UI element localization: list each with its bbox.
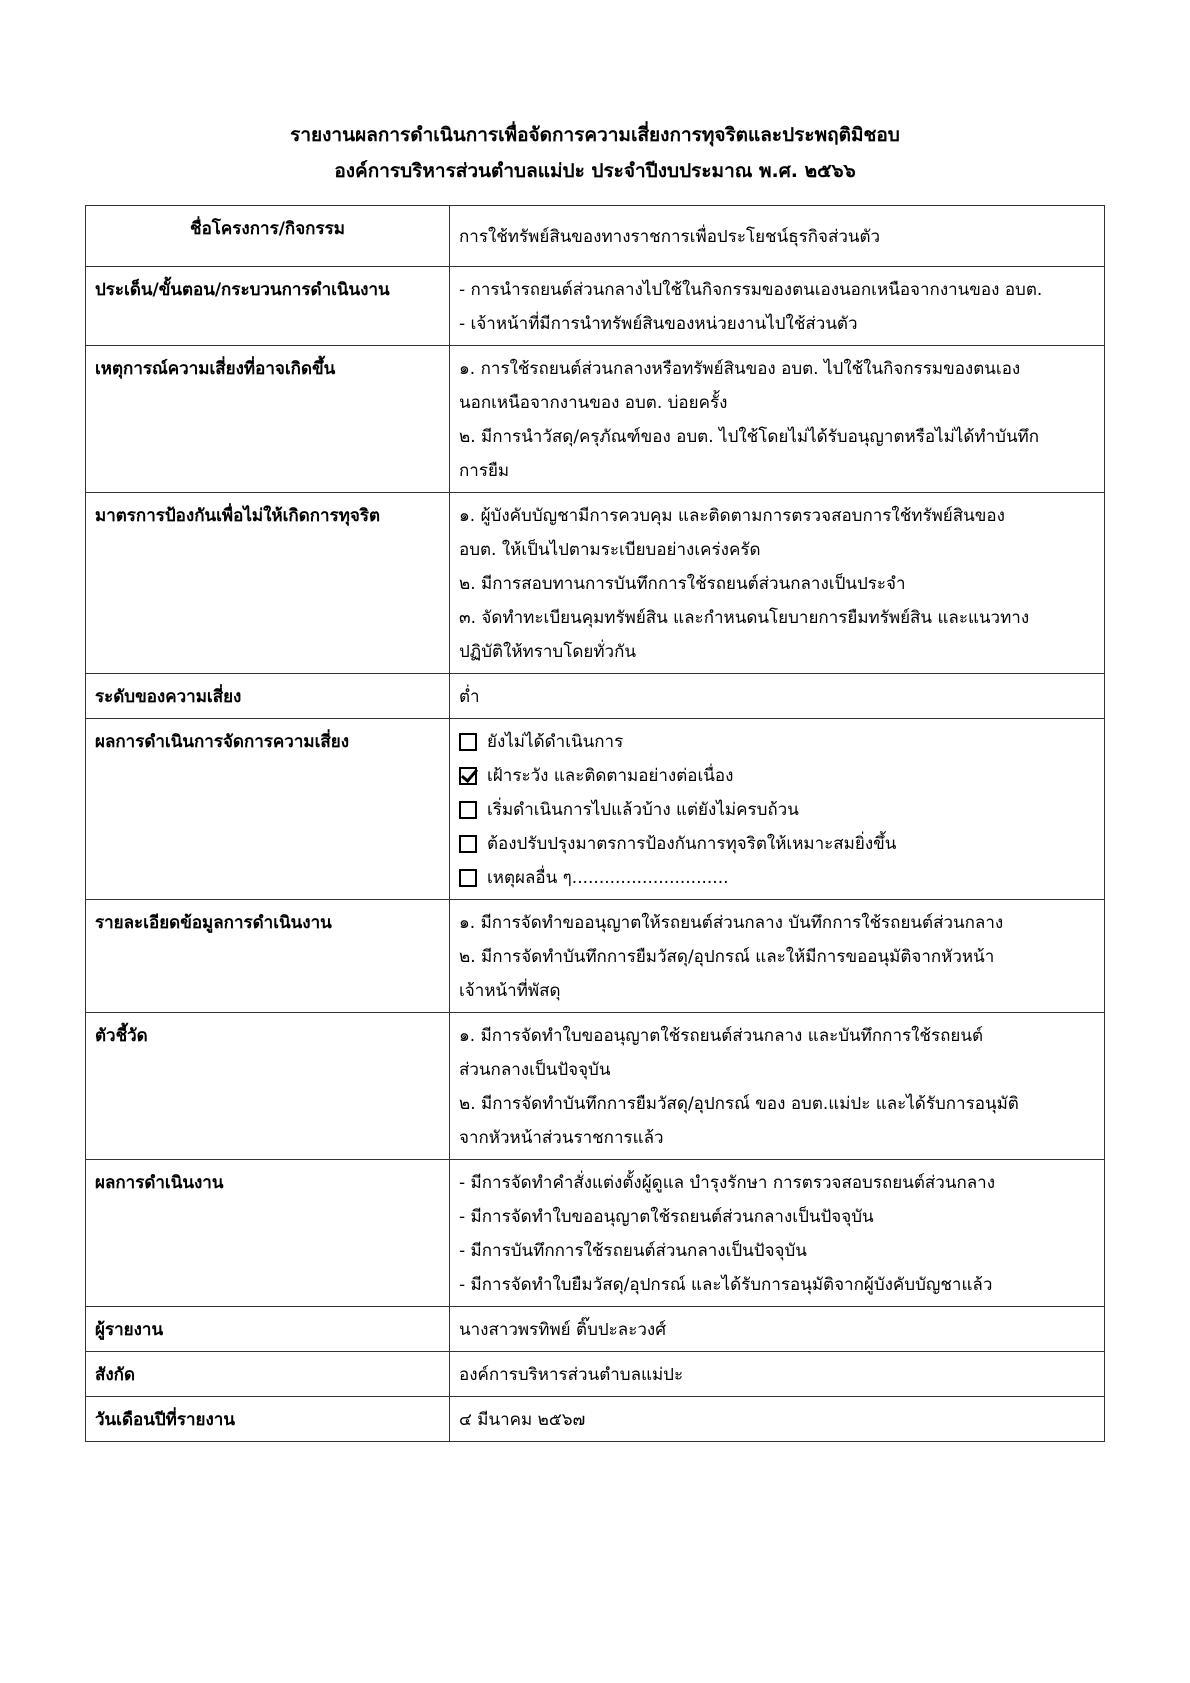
report-title-line-2: องค์การบริหารส่วนตำบลแม่ปะ ประจำปีงบประมาณ พ.ศ. ๒๕๖๖	[334, 160, 856, 182]
risk-events-label: เหตุการณ์ความเสี่ยงที่อาจเกิดขึ้น	[86, 346, 450, 493]
table-row-project	[86, 206, 1105, 267]
report-date-value: ๔ มีนาคม ๒๕๖๗	[450, 1397, 1105, 1442]
indicators-line: จากหัวหน้าส่วนราชการแล้ว	[459, 1128, 664, 1148]
operation-details-value	[450, 900, 1105, 1013]
risk-report-table	[85, 205, 1105, 1442]
checkbox-option-partially-done[interactable]	[459, 793, 1095, 827]
operation-details-line: ๑. มีการจัดทำขออนุญาตให้รถยนต์ส่วนกลาง บันทึกการใช้รถยนต์ส่วนกลาง	[459, 913, 1004, 933]
checkbox-option-other[interactable]	[459, 861, 1095, 895]
preventive-measures-line: ๑. ผู้บังคับบัญชามีการควบคุม และติดตามการตรวจสอบการใช้ทรัพย์สินของ	[459, 506, 1005, 526]
reporter-label: ผู้รายงาน	[86, 1307, 450, 1352]
table-row-risk-events	[86, 346, 1105, 493]
risk-events-value	[450, 346, 1105, 493]
risk-events-line: การยืม	[459, 461, 510, 481]
checkbox-icon[interactable]	[459, 869, 477, 887]
table-row-risk-management-result	[86, 719, 1105, 900]
table-row-affiliation	[86, 1352, 1105, 1397]
risk-events-line: ๒. มีการนำวัสดุ/ครุภัณฑ์ของ อบต. ไปใช้โดยไม่ได้รับอนุญาตหรือไม่ได้ทำบันทึก	[459, 427, 1040, 447]
results-label: ผลการดำเนินงาน	[86, 1160, 450, 1307]
table-row-preventive-measures	[86, 493, 1105, 674]
process-line: - เจ้าหน้าที่มีการนำทรัพย์สินของหน่วยงานไปใช้ส่วนตัว	[459, 314, 858, 334]
operation-details-line: เจ้าหน้าที่พัสดุ	[459, 981, 561, 1001]
checkbox-option-label: ต้องปรับปรุงมาตรการป้องกันการทุจริตให้เหมาะสมยิ่งขึ้น	[487, 834, 897, 854]
risk-management-result-label: ผลการดำเนินการจัดการความเสี่ยง	[86, 719, 450, 900]
indicators-label: ตัวชี้วัด	[86, 1013, 450, 1160]
results-line: - มีการบันทึกการใช้รถยนต์ส่วนกลางเป็นปัจจุบัน	[459, 1241, 807, 1261]
preventive-measures-line: อบต. ให้เป็นไปตามระเบียบอย่างเคร่งครัด	[459, 540, 761, 560]
preventive-measures-line: ๓. จัดทำทะเบียนคุมทรัพย์สิน และกำหนดนโยบายการยืมทรัพย์สิน และแนวทาง	[459, 608, 1030, 628]
process-line: - การนำรถยนต์ส่วนกลางไปใช้ในกิจกรรมของตนเองนอกเหนือจากงานของ อบต.	[459, 280, 1043, 300]
checkbox-icon[interactable]	[459, 733, 477, 751]
risk-management-result-options	[450, 719, 1105, 900]
risk-events-line: นอกเหนือจากงานของ อบต. บ่อยครั้ง	[459, 393, 728, 413]
report-title-line-1: รายงานผลการดำเนินการเพื่อจัดการความเสี่ยงการทุจริตและประพฤติมิชอบ	[290, 124, 900, 146]
checkbox-option-label: เหตุผลอื่น ๆ.............................	[487, 868, 729, 888]
checkbox-option-monitoring[interactable]	[459, 759, 1095, 793]
indicators-line: ๑. มีการจัดทำใบขออนุญาตใช้รถยนต์ส่วนกลาง และบันทึกการใช้รถยนต์	[459, 1026, 984, 1046]
checkbox-option-needs-improvement[interactable]	[459, 827, 1095, 861]
risk-events-line: ๑. การใช้รถยนต์ส่วนกลางหรือทรัพย์สินของ อบต. ไปใช้ในกิจกรรมของตนเอง	[459, 359, 1021, 379]
table-row-reporter	[86, 1307, 1105, 1352]
indicators-line: ๒. มีการจัดทำบันทึกการยืมวัสดุ/อุปกรณ์ ของ อบต.แม่ปะ และได้รับการอนุมัติ	[459, 1094, 1019, 1114]
indicators-line: ส่วนกลางเป็นปัจจุบัน	[459, 1060, 611, 1080]
process-value	[450, 267, 1105, 346]
process-label: ประเด็น/ขั้นตอน/กระบวนการดำเนินงาน	[86, 267, 450, 346]
report-date-label: วันเดือนปีที่รายงาน	[86, 1397, 450, 1442]
table-row-risk-level	[86, 674, 1105, 719]
checkbox-option-label: เฝ้าระวัง และติดตามอย่างต่อเนื่อง	[487, 766, 734, 786]
reporter-value: นางสาวพรทิพย์ ติ๊บปะละวงศ์	[450, 1307, 1105, 1352]
results-value	[450, 1160, 1105, 1307]
checkbox-option-label: เริ่มดำเนินการไปแล้วบ้าง แต่ยังไม่ครบถ้วน	[487, 800, 799, 820]
checked-checkbox-icon[interactable]	[459, 767, 477, 785]
checkbox-option-label: ยังไม่ได้ดำเนินการ	[487, 732, 624, 752]
table-row-indicators	[86, 1013, 1105, 1160]
results-line: - มีการจัดทำคำสั่งแต่งตั้งผู้ดูแล บำรุงรักษา การตรวจสอบรถยนต์ส่วนกลาง	[459, 1173, 995, 1193]
preventive-measures-line: ปฏิบัติให้ทราบโดยทั่วกัน	[459, 642, 637, 662]
operation-details-label: รายละเอียดข้อมูลการดำเนินงาน	[86, 900, 450, 1013]
table-row-report-date	[86, 1397, 1105, 1442]
table-row-results	[86, 1160, 1105, 1307]
project-value: การใช้ทรัพย์สินของทางราชการเพื่อประโยชน์ธุรกิจส่วนตัว	[450, 206, 1105, 267]
checkbox-icon[interactable]	[459, 801, 477, 819]
indicators-value	[450, 1013, 1105, 1160]
affiliation-value: องค์การบริหารส่วนตำบลแม่ปะ	[450, 1352, 1105, 1397]
checkbox-option-not-started[interactable]	[459, 725, 1095, 759]
operation-details-line: ๒. มีการจัดทำบันทึกการยืมวัสดุ/อุปกรณ์ และให้มีการขออนุมัติจากหัวหน้า	[459, 947, 995, 967]
preventive-measures-line: ๒. มีการสอบทานการบันทึกการใช้รถยนต์ส่วนกลางเป็นประจำ	[459, 574, 906, 594]
risk-level-label: ระดับของความเสี่ยง	[86, 674, 450, 719]
preventive-measures-label: มาตรการป้องกันเพื่อไม่ให้เกิดการทุจริต	[86, 493, 450, 674]
table-row-operation-details	[86, 900, 1105, 1013]
affiliation-label: สังกัด	[86, 1352, 450, 1397]
results-line: - มีการจัดทำใบขออนุญาตใช้รถยนต์ส่วนกลางเป็นปัจจุบัน	[459, 1207, 874, 1227]
table-row-process	[86, 267, 1105, 346]
project-label: ชื่อโครงการ/กิจกรรม	[86, 206, 450, 267]
checkbox-icon[interactable]	[459, 835, 477, 853]
risk-level-value: ต่ำ	[450, 674, 1105, 719]
preventive-measures-value	[450, 493, 1105, 674]
results-line: - มีการจัดทำใบยืมวัสดุ/อุปกรณ์ และได้รับการอนุมัติจากผู้บังคับบัญชาแล้ว	[459, 1275, 993, 1295]
